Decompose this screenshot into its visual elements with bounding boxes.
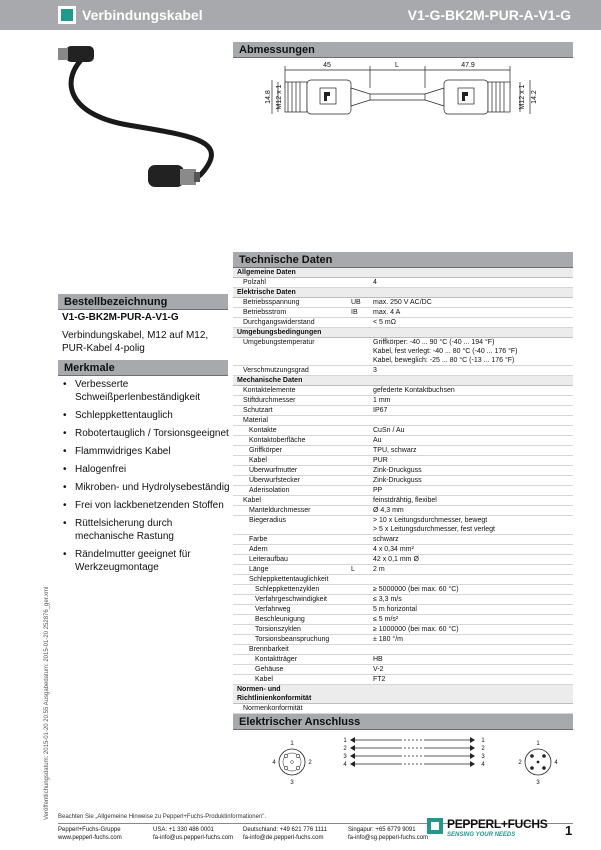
pin-label: 4 [272,760,276,766]
tech-symbol [351,595,373,604]
order-code: V1-G-BK2M-PUR-A-V1-G [62,312,179,323]
tech-label: Manteldurchmesser [249,507,311,514]
tech-symbol [351,675,373,684]
tech-data-row [233,436,573,446]
tech-label: Kontakte [249,427,277,434]
tech-data-row [233,386,573,396]
tech-section-row [233,376,573,386]
tech-data-row [233,506,573,516]
pin-label: 1 [536,741,540,747]
tech-symbol [351,496,373,505]
tech-value: 3 [373,367,377,374]
tech-value: V-2 [373,666,384,673]
tech-label: Umgebungsbedingungen [237,329,322,336]
tech-value: 4 x 0,34 mm² [373,546,414,553]
tech-value: FT2 [373,676,386,683]
pin-label: 3 [343,754,347,760]
tech-section-row [233,328,573,338]
tech-symbol [351,278,373,287]
tech-value: Au [373,437,382,444]
tech-symbol [351,685,373,703]
feature-item: • Mikroben- und Hydrolysebeständig [62,481,230,494]
tech-symbol [351,665,373,674]
tech-label: Kontaktoberfläche [249,437,306,444]
tech-value: ≥ 1000000 (bei max. 60 °C) [373,626,459,633]
tech-data-row [233,456,573,466]
tech-symbol: L [351,566,355,573]
order-description: Verbindungskabel, M12 auf M12, PUR-Kabel 4-polig [62,330,209,354]
brand-logo [427,815,547,845]
tech-value: > 10 x Leitungsdurchmesser, bewegt > 5 x Leitungsdurchmesser, fest verlegt [373,517,495,533]
tech-symbol [351,456,373,465]
tech-data-row [233,516,573,535]
tech-symbol [351,318,373,327]
tech-value [373,376,573,385]
tech-label: Überwurfmutter [249,467,298,474]
tech-data-row [233,416,573,426]
pin-label: 2 [481,746,485,752]
tech-symbol [351,406,373,415]
tech-data-row [233,466,573,476]
tech-symbol [351,396,373,405]
tech-label: Normenkonformität [243,705,303,712]
tech-data-row [233,575,573,585]
tech-data-row [233,308,573,318]
tech-label: Kontaktelemente [243,387,296,394]
tech-label: Adern [249,546,268,553]
tech-label: Torsionszyklen [255,626,301,633]
tech-label: Stiftdurchmesser [243,397,296,404]
tech-label: Allgemeine Daten [237,269,296,276]
dim-length-mid: L [395,62,399,69]
tech-symbol [351,635,373,644]
brand-slogan: SENSING YOUR NEEDS [447,832,516,838]
tech-section-row [233,288,573,298]
tech-symbol [351,268,373,277]
tech-label: Brennbarkeit [249,646,289,653]
tech-value: Ø 4,3 mm [373,507,404,514]
tech-data-row [233,366,573,376]
tech-label: Kontaktträger [255,656,298,663]
pin-label: 2 [518,760,522,766]
feature-item: • Schleppkettentauglich [62,409,230,422]
tech-value: gefederte Kontaktbuchsen [373,387,455,394]
tech-label: Kabel [249,457,267,464]
tech-value: ≥ 5000000 (bei max. 60 °C) [373,586,459,593]
tech-data-row [233,665,573,675]
tech-data-row [233,535,573,545]
tech-symbol: UB [351,299,361,306]
footer-sg-phone: Singapur: +65 6779 9091 [348,827,416,833]
tech-symbol [351,446,373,455]
tech-symbol [351,476,373,485]
feature-item: • Flammwidriges Kabel [62,445,230,458]
tech-value: 1 mm [373,397,391,404]
tech-label: Schleppkettentauglichkeit [249,576,329,583]
tech-data-row [233,496,573,506]
tech-data-row [233,625,573,635]
page-header [0,0,601,30]
tech-symbol [351,655,373,664]
tech-value: CuSn / Au [373,427,405,434]
pin-label: 1 [290,741,294,747]
tech-data-row [233,645,573,655]
footer-sg-mail[interactable]: fa-info@sg.pepperl-fuchs.com [348,835,429,841]
pin-label: 3 [290,780,294,786]
wiring-diagram [240,732,570,812]
dim-diameter-left: 14.8 [265,90,272,104]
tech-data-row [233,446,573,456]
tech-value: TPU, schwarz [373,447,417,454]
section-bar-features: Merkmale [58,360,228,376]
tech-data-row [233,318,573,328]
footer-group: Pepperl+Fuchs-Gruppe [58,827,121,833]
tech-value: 42 x 0,1 mm Ø [373,556,419,563]
pin-label: 1 [481,738,485,744]
footer-usa-phone: USA: +1 330 486 0001 [153,827,214,833]
tech-label: Mechanische Daten [237,377,303,384]
tech-data-row [233,476,573,486]
header-product-code: V1-G-BK2M-PUR-A-V1-G [407,7,571,23]
tech-data-row [233,605,573,615]
pin-label: 4 [343,762,347,768]
tech-symbol [351,436,373,445]
tech-label: Griffkörper [249,447,282,454]
tech-symbol [351,516,373,534]
tech-symbol [351,615,373,624]
tech-value: < 5 mΩ [373,319,396,326]
tech-symbol [351,366,373,375]
feature-item: • Rändelmutter geeignet für Werkzeugmontage [62,548,230,574]
tech-value: schwarz [373,536,399,543]
tech-data-row [233,595,573,605]
tech-symbol [351,486,373,495]
tech-value: ≤ 5 m/s² [373,616,399,623]
tech-data-row [233,338,573,366]
tech-value: max. 250 V AC/DC [373,299,432,306]
tech-symbol [351,545,373,554]
tech-value: ± 180 °/m [373,636,403,643]
section-bar-order: Bestellbezeichnung [58,294,228,310]
tech-symbol [351,328,373,337]
tech-label: Betriebsstrom [243,309,287,316]
tech-symbol [351,625,373,634]
tech-label: Länge [249,566,269,573]
tech-data-row [233,406,573,416]
tech-data-row [233,396,573,406]
pin-label: 1 [343,738,347,744]
male-connector-face [525,749,551,775]
technical-data-table [233,268,573,714]
tech-symbol [351,605,373,614]
female-connector-face [279,749,305,775]
pin-label: 4 [481,762,485,768]
tech-label: Material [243,417,268,424]
tech-symbol [351,535,373,544]
tech-data-row [233,555,573,565]
tech-label: Normen- und Richtlinienkonformität [237,686,312,702]
tech-symbol [351,376,373,385]
dim-thread-right: M12 x 1 [519,84,526,110]
tech-value: PUR [373,457,388,464]
tech-symbol [351,585,373,594]
tech-value [373,704,573,713]
tech-symbol [351,575,373,584]
tech-section-row [233,685,573,704]
tech-value [373,685,573,703]
section-bar-electrical: Elektrischer Anschluss [233,714,573,730]
tech-label: Torsionsbeanspruchung [255,636,330,643]
footer-de-phone: Deutschland: +49 621 776 1111 [243,827,327,833]
pin-label: 2 [343,746,347,752]
feature-list [62,378,230,579]
tech-symbol [351,704,373,713]
tech-value: 4 [373,279,377,286]
tech-symbol [351,506,373,515]
tech-value [373,328,573,337]
tech-data-row [233,278,573,288]
footer-usa-mail[interactable]: fa-info@us.pepperl-fuchs.com [153,835,234,841]
tech-label: Aderisolation [249,487,290,494]
header-title: Verbindungskabel [82,7,203,23]
tech-value: ≤ 3,3 m/s [373,596,402,603]
tech-label: Schutzart [243,407,273,414]
feature-item: • Halogenfrei [62,463,230,476]
tech-data-row [233,704,573,714]
tech-symbol [351,426,373,435]
dim-thread-left: M12 x 1 [276,84,283,110]
tech-label: Elektrische Daten [237,289,296,296]
section-bar-technical: Technische Daten [233,252,573,268]
tech-value [373,416,573,425]
tech-value: 2 m [373,566,385,573]
feature-item: • Robotertauglich / Torsionsgeeignet [62,427,230,440]
footer-web-link[interactable]: www.pepperl-fuchs.com [58,835,122,841]
tech-data-row [233,675,573,685]
tech-value: max. 4 A [373,309,401,316]
feature-item: • Rüttelsicherung durch mechanische Rastung [62,517,230,543]
tech-label: Verfahrgeschwindigkeit [255,596,327,603]
tech-value: PP [373,487,383,494]
tech-data-row [233,426,573,436]
tech-value: Griffkörper: -40 ... 90 °C (-40 ... 194 °F) Kabel, fest verlegt: -40 ... 80 °C (-40 ... 176 °F) Kabel, beweglich: -25 ... 80 °C (-13 ... 176 °F) [373,339,518,364]
header-logo-icon [58,6,76,24]
tech-data-row [233,635,573,645]
tech-label: Biegeradius [249,517,286,524]
pin-label: 3 [481,754,485,760]
tech-data-row [233,298,573,308]
tech-label: Kabel [255,676,273,683]
feature-item: • Frei von lackbenetzenden Stoffen [62,499,230,512]
tech-data-row [233,565,573,575]
tech-value [373,575,573,584]
tech-symbol [351,386,373,395]
tech-label: Leiteraufbau [249,556,288,563]
tech-value: feinstdrähtig, flexibel [373,497,437,504]
tech-value [373,288,573,297]
dim-length-right: 47.9 [461,62,475,69]
tech-label: Verschmutzungsgrad [243,367,309,374]
cable-connector-bottom [148,165,200,187]
tech-label: Beschleunigung [255,616,305,623]
tech-label: Betriebsspannung [243,299,300,306]
footer-de-mail[interactable]: fa-info@de.pepperl-fuchs.com [243,835,324,841]
tech-data-row [233,486,573,496]
tech-label: Polzahl [243,279,266,286]
tech-symbol [351,338,373,365]
publication-metadata: Veröffentlichungsdatum: 2015-01-20 20:55 Ausgabedatum: 2015-01-20 252876_ger.xml [44,586,50,820]
pin-label: 2 [308,760,312,766]
tech-value [373,268,573,277]
brand-logo-icon [427,818,443,834]
cable-connector-top [58,46,94,62]
tech-value: Zink-Druckguss [373,467,422,474]
tech-value: 5 m horizontal [373,606,417,613]
dimension-drawing [240,58,570,158]
pin-label: 4 [554,760,558,766]
dim-diameter-right: 14.2 [531,90,538,104]
tech-label: Überwurfstecker [249,477,300,484]
feature-item: • Verbesserte Schweißperlenbeständigkeit [62,378,230,404]
tech-symbol [351,416,373,425]
tech-label: Kabel [243,497,261,504]
tech-section-row [233,268,573,278]
brand-name: PEPPERL+FUCHS [447,817,548,831]
page-number: 1 [565,823,573,838]
tech-value [373,645,573,654]
tech-symbol [351,288,373,297]
tech-value: Zink-Druckguss [373,477,422,484]
tech-data-row [233,615,573,625]
section-bar-dimensions: Abmessungen [233,42,573,58]
tech-label: Durchgangswiderstand [243,319,315,326]
product-photo [58,40,228,240]
tech-symbol [351,645,373,654]
tech-data-row [233,585,573,595]
footer-note: Beachten Sie „Allgemeine Hinweise zu Pepperl+Fuchs-Produktinformationen". [58,814,267,820]
tech-symbol [351,555,373,564]
tech-label: Umgebungstemperatur [243,339,315,346]
tech-label: Verfahrweg [255,606,291,613]
tech-data-row [233,545,573,555]
tech-label: Gehäuse [255,666,284,673]
tech-data-row [233,655,573,665]
dim-length-left: 45 [323,62,331,69]
tech-value: IP67 [373,407,388,414]
pin-label: 3 [536,780,540,786]
tech-label: Schleppkettenzyklen [255,586,320,593]
tech-symbol: IB [351,309,358,316]
tech-symbol [351,466,373,475]
tech-value: HB [373,656,383,663]
tech-label: Farbe [249,536,268,543]
